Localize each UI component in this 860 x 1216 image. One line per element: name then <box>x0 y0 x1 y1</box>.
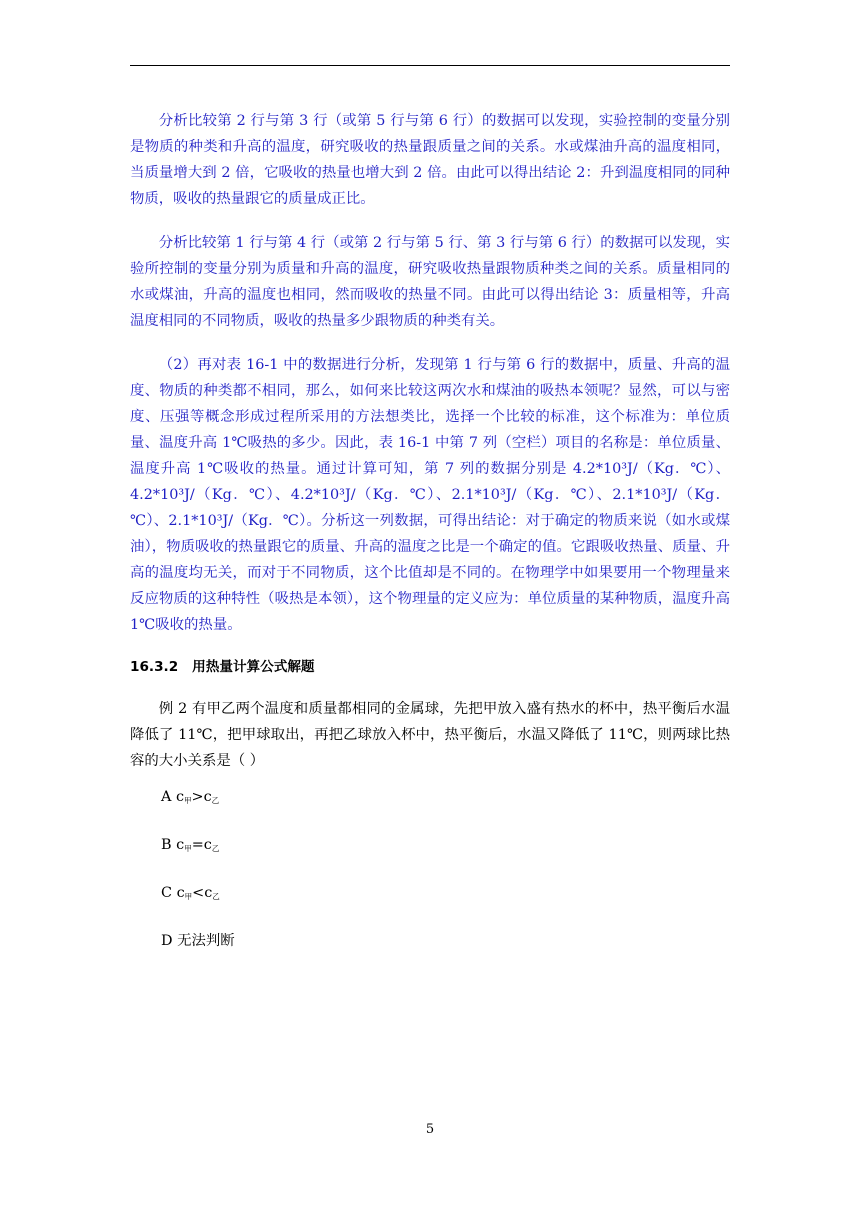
option-a <box>130 784 730 814</box>
option-letter: A <box>161 789 172 805</box>
option-operator: < <box>192 885 205 901</box>
section-heading <box>130 654 730 680</box>
option-subscript: 甲 <box>184 892 193 901</box>
option-symbol: c <box>204 885 213 901</box>
option-subscript: 甲 <box>184 844 192 853</box>
paragraph-conclusion-2: 分析比较第 2 行与第 3 行（或第 5 行与第 6 行）的数据可以发现，实验控制的变量分别是物质的种类和升高的温度，研究吸收的热量跟质量之间的关系。水或煤油升高的温度相同，当质量增大到 2 倍，它吸收的热量也增大到 2 倍。由此可以得出结论 2：升到温度相同的同种物质，吸收的热量跟它的质量成正比。 <box>130 113 730 207</box>
example-question: 例 2 有甲乙两个温度和质量都相同的金属球，先把甲放入盛有热水的杯中，热平衡后水温降低了 11℃，把甲球取出，再把乙球放入杯中，热平衡后，水温又降低了 11℃，则两球比热容的大小关系是（ ） <box>130 701 730 769</box>
option-subscript: 乙 <box>211 844 220 853</box>
option-symbol: c <box>176 837 185 853</box>
header-rule <box>130 65 730 66</box>
option-letter: C <box>161 885 173 901</box>
option-subscript: 甲 <box>184 796 192 805</box>
option-symbol: c <box>175 789 185 805</box>
option-symbol: c <box>203 837 212 853</box>
paragraph-conclusion-3: 分析比较第 1 行与第 4 行（或第 2 行与第 5 行、第 3 行与第 6 行）的数据可以发现，实验所控制的变量分别为质量和升高的温度，研究吸收热量跟物质种类之间的关系。质量相同的水或煤油，升高的温度也相同，然而吸收的热量不同。由此可以得出结论 3：质量相等，升高温度相同的不同物质，吸收的热量多少跟物质的种类有关。 <box>130 235 730 329</box>
section-title-text: 用热量计算公式解题 <box>192 659 315 675</box>
section-number: 16.3.2 <box>130 659 179 675</box>
option-symbol: c <box>176 885 185 901</box>
option-symbol: c <box>203 789 212 805</box>
option-letter: B <box>161 837 172 853</box>
option-c <box>130 880 730 910</box>
page-number: 5 <box>425 1122 435 1137</box>
option-subscript: 乙 <box>212 892 220 901</box>
option-operator: > <box>191 789 204 805</box>
option-subscript: 乙 <box>211 796 220 805</box>
page-content <box>130 108 730 954</box>
option-d: D 无法判断 <box>161 933 235 949</box>
option-b <box>130 832 730 862</box>
paragraph-specific-heat: （2）再对表 16-1 中的数据进行分析，发现第 1 行与第 6 行的数据中，质量、升高的温度、物质的种类都不相同，那么，如何来比较这两次水和煤油的吸热本领呢？显然，可以与密度、压强等概念形成过程所采用的方法想类比，选择一个比较的标准，这个标准为：单位质量、温度升高 1℃吸热的多少。因此，表 16-1 中第 7 列（空栏）项目的名称是：单位质量、温度升高 1℃吸收的热量。通过计算可知，第 7 列的数据分别是 4.2*10³J/（Kg．℃）、4.2*10³J/（Kg．℃）、4.2*10³J/（Kg．℃）、2.1*10³J/（Kg．℃）、2.1*10³J/（Kg．℃）、2.1*10³J/（Kg．℃）。分析这一列数据，可得出结论：对于确定的物质来说（如水或煤油），物质吸收的热量跟它的质量、升高的温度之比是一个确定的值。它跟吸收热量、质量、升高的温度均无关，而对于不同物质，这个比值却是不同的。在物理学中如果要用一个物理量来反应物质的这种特性（吸热是本领），这个物理量的定义应为：单位质量的某种物质，温度升高 1℃吸收的热量。 <box>130 357 730 633</box>
option-operator: = <box>191 837 204 853</box>
